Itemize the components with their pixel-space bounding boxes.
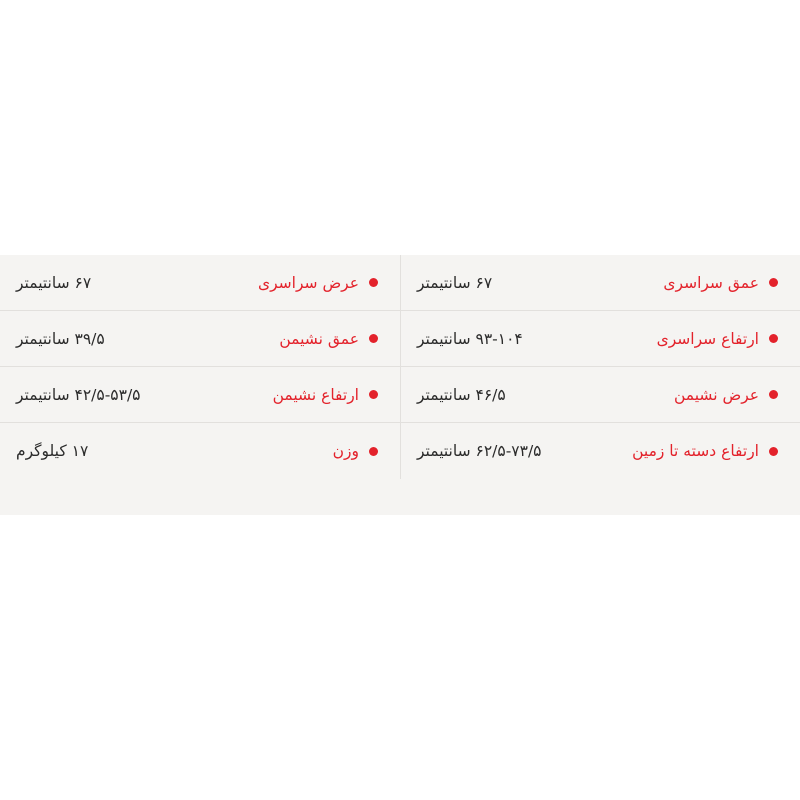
specifications-panel: [0, 255, 800, 515]
spec-row: [0, 255, 400, 311]
spec-label: عرض سراسری: [258, 273, 359, 292]
spec-row: [400, 255, 800, 311]
bullet-icon: [769, 334, 778, 343]
spec-row: [0, 423, 400, 479]
spec-value: ۱۷ کیلوگرم: [16, 442, 89, 460]
spec-value: ۴۲/۵-۵۳/۵ سانتیمتر: [16, 385, 141, 404]
bullet-icon: [369, 447, 378, 456]
specifications-column-left: [0, 255, 400, 479]
bullet-icon: [769, 447, 778, 456]
bullet-icon: [369, 334, 378, 343]
bullet-icon: [769, 278, 778, 287]
specifications-grid: [0, 255, 800, 479]
spec-row: [400, 311, 800, 367]
spec-row: [400, 423, 800, 479]
spec-value: ۴۶/۵ سانتیمتر: [417, 385, 506, 404]
spec-value: ۳۹/۵ سانتیمتر: [16, 329, 105, 348]
spec-value: ۶۷ سانتیمتر: [417, 273, 493, 292]
spec-label: ارتفاع دسته تا زمین: [632, 442, 759, 460]
spec-value: ۹۳-۱۰۴ سانتیمتر: [417, 329, 523, 348]
spec-row: [0, 311, 400, 367]
spec-label: عمق نشیمن: [279, 329, 359, 348]
spec-label: وزن: [332, 442, 359, 460]
spec-label: ارتفاع سراسری: [656, 329, 759, 348]
spec-value: ۶۲/۵-۷۳/۵ سانتیمتر: [417, 442, 542, 460]
spec-label: ارتفاع نشیمن: [272, 385, 359, 404]
spec-value: ۶۷ سانتیمتر: [16, 273, 92, 292]
bullet-icon: [769, 390, 778, 399]
spec-label: عرض نشیمن: [673, 385, 759, 404]
spec-row: [0, 367, 400, 423]
bullet-icon: [369, 278, 378, 287]
bullet-icon: [369, 390, 378, 399]
spec-label: عمق سراسری: [663, 273, 759, 292]
spec-row: [400, 367, 800, 423]
specifications-column-right: [400, 255, 800, 479]
